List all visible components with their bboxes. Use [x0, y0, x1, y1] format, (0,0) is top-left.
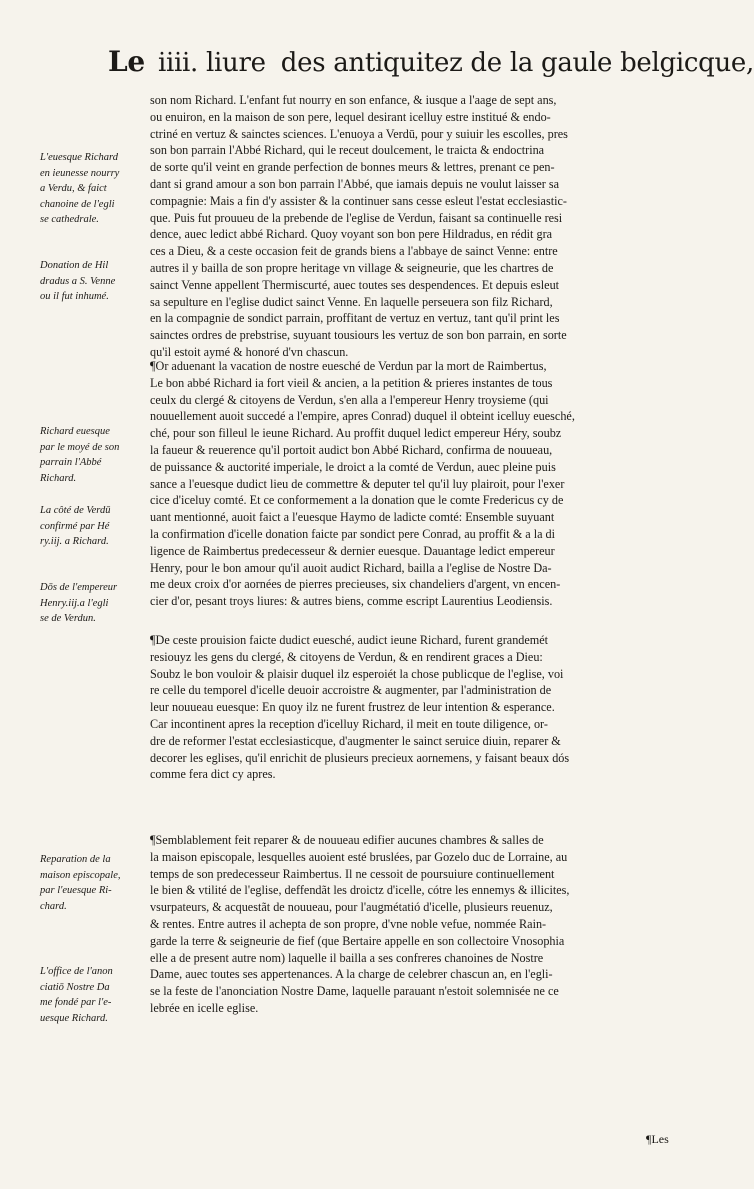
margin-note-line: Reparation de la — [40, 854, 111, 865]
text-line: se la feste de l'anonciation Nostre Dame, laquelle parauant n'estoit solemnisée ne ce — [150, 984, 559, 999]
text-line: ¶Semblablement feit reparer & de nouueau edifier aucunes chambres & salles de — [150, 833, 544, 847]
margin-note-line: La côté de Verdū — [40, 505, 111, 516]
text-line: de puissance & auctorité imperiale, le droict a la comté de Verdun, auec pleine puis — [150, 459, 556, 474]
text-line: la maison episcopale, lesquelles auoient esté bruslées, par Gozelo duc de Lorraine, au — [150, 849, 568, 864]
text-line: Le bon abbé Richard ia fort vieil & ancien, a la petition & prieres instantes de tous — [150, 375, 553, 390]
header-book-number: iiii. liure — [158, 48, 266, 78]
margin-note-line: chard. — [40, 900, 67, 912]
text-line: leur nouueau euesque: En quoy ilz ne furent frustrez de leur intention & esperance. — [150, 700, 555, 715]
margin-note — [40, 150, 144, 228]
text-line: Henry, pour le bon amour qu'il auoit audict Richard, bailla a l'eglise de Nostre Da- — [150, 560, 552, 575]
text-line: uant mentionné, auoit faict a l'euesque Haymo de ladicte comté: Ensemble suyuant — [150, 510, 555, 525]
margin-note-line: Richard. — [40, 472, 77, 484]
margin-note-line: se de Verdun. — [40, 613, 96, 624]
text-line: sance a l'euesque dudict lieu de commettre & deputer tel qu'il luy plairoit, pour l'exer — [150, 476, 565, 491]
body-paragraph — [150, 358, 678, 610]
margin-note — [40, 964, 144, 1026]
margin-note-line: confirmé par Hé — [40, 520, 110, 532]
margin-note — [40, 852, 144, 914]
margin-note-line: Donation de Hil — [40, 260, 109, 271]
margin-note — [40, 258, 144, 305]
text-line: cice d'iceluy comté. Et ce conformement a la donation que le comte Fredericus cy de — [150, 493, 564, 508]
text-line: ¶Or aduenant la vacation de nostre euesché de Verdun par la mort de Raimbertus, — [150, 359, 547, 373]
margin-note-line: ou il fut inhumé. — [40, 291, 109, 302]
header-le: Le — [108, 45, 145, 78]
margin-note-line: parrain l'Abbé — [40, 457, 102, 468]
body-paragraph — [150, 632, 678, 783]
text-line: ché, pour son filleul le ieune Richard. Au proffit duquel ledict empereur Héry, soubz — [150, 426, 562, 441]
text-line: autres il y bailla de son propre heritage vn village & seigneurie, que les chartres de — [150, 260, 554, 275]
text-line: sainct Venne appellent Thermiscurté, auec toutes ses despendences. Et depuis esleut — [150, 277, 560, 292]
text-line: son nom Richard. L'enfant fut nourry en son enfance, & iusque a l'aage de sept ans, — [150, 93, 557, 107]
header-title: des antiquitez de la gaule belgicque, — [280, 48, 754, 78]
text-line: sainctes ordres de prebstrise, suyuant tousiours les vertuz de son bon parrain, en sorte — [150, 328, 567, 343]
text-line: de sorte qu'il veint en grande perfection de bonnes meurs & lettres, prenant ce pen- — [150, 160, 555, 175]
margin-note-line: ciatiō Nostre Da — [40, 981, 110, 993]
margin-note-line: Richard euesque — [40, 426, 110, 437]
text-line: comme fera dict cy apres. — [150, 767, 276, 782]
text-line: la confirmation d'icelle donation faicte par sondict pere Conrad, au proffit & a la di — [150, 526, 556, 541]
text-line: elle a de present autre nom) laquelle il bailla a ses confreres chanoines de Nostre — [150, 950, 544, 965]
text-line: Soubz le bon vouloir & plaisir duquel ilz esperoiét la chose publicque de l'eglise, voi — [150, 666, 564, 681]
text-line: compagnie: Mais a fin d'y assister & la continuer sans cesse esleut l'estat ecclesiastic- — [150, 193, 567, 208]
text-line: resiouyz les gens du clergé, & citoyens de Verdun, & en rendirent graces a Dieu: — [150, 649, 543, 664]
margin-note-line: maison episcopale, — [40, 869, 121, 881]
text-line: ctriné en vertuz & sainctes sciences. L'enuoya a Verdū, pour y suiuir les escolles, pres — [150, 126, 568, 141]
margin-note-line: L'euesque Richard — [40, 152, 118, 163]
text-line: decorer les eglises, qu'il enrichit de plusieurs precieux aornemens, y faisant beaux dós — [150, 750, 570, 765]
text-line: dre de reformer l'estat ecclesiasticque, d'augmenter le sainct seruice diuin, reparer & — [150, 733, 561, 748]
text-line: son bon parrain l'Abbé Richard, qui le receut doulcement, le traicta & endoctrina — [150, 143, 545, 158]
margin-note-line: uesque Richard. — [40, 1012, 108, 1024]
text-line: en la compagnie de sondict parrain, proffitant de vertuz en vertuz, tant qu'il print les — [150, 311, 560, 326]
margin-note-line: chanoine de l'egli — [40, 198, 115, 210]
text-line: ¶De ceste prouision faicte dudict euesché, audict ieune Richard, furent grandemét — [150, 633, 549, 647]
margin-note — [40, 503, 144, 550]
text-line: ou enuiron, en la maison de son pere, lequel desirant icelluy estre institué & endo- — [150, 109, 551, 124]
text-line: lebrée en icelle eglise. — [150, 1000, 259, 1015]
margin-note-line: se cathedrale. — [40, 214, 99, 225]
margin-note-line: par l'euesque Ri- — [40, 885, 112, 896]
margin-note-line: dradus a S. Venne — [40, 275, 116, 287]
text-line: dant si grand amour a son bon parrain l'Abbé, que iamais depuis ne voulut laisser sa — [150, 176, 560, 191]
margin-note-line: Dōs de l'empereur — [40, 582, 118, 593]
text-line: que. Puis fut prouueu de la prebende de l'eglise de Verdun, faisant sa continuelle resi — [150, 210, 563, 225]
text-line: vsurpateurs, & acquestãt de nouueau, pour l'augmétatió d'icelle, plusieurs reuenuz, — [150, 900, 553, 915]
margin-note-line: par le moyé de son — [40, 441, 120, 453]
text-line: re celle du temporel d'icelle deuoir accroistre & augmenter, par l'administration de — [150, 683, 552, 698]
text-line: ceulx du clergé & citoyens de Verdun, s'en alla a l'empereur Henry troysieme (qui — [150, 392, 549, 407]
catchword: ¶Les — [646, 1132, 669, 1146]
running-header — [108, 40, 754, 90]
text-line: me deux croix d'or aornées de pierres precieuses, six chandeliers d'argent, vn encen- — [150, 577, 561, 592]
text-line: sa sepulture en l'eglise dudict sainct Venne. En laquelle perseuera son filz Richard, — [150, 294, 553, 309]
margin-note-line: en ieunesse nourry — [40, 167, 120, 179]
margin-note-line: me fondé par l'e- — [40, 997, 112, 1008]
text-line: nouuellement auoit succedé a l'empire, apres Conrad) duquel il obteint icelluy euesché, — [150, 409, 575, 424]
text-line: ligence de Raimbertus predecesseur & dernier euesque. Dauantage ledict empereur — [150, 543, 555, 558]
margin-note-line: ry.iij. a Richard. — [40, 536, 109, 547]
margin-note-line: L'office de l'anon — [40, 966, 113, 977]
body-paragraph — [150, 92, 678, 361]
body-paragraph — [150, 832, 678, 1017]
margin-note — [40, 580, 144, 627]
margin-note — [40, 424, 144, 486]
text-line: Dame, auec toutes ses appertenances. A la charge de celebrer chascun an, en l'egli- — [150, 967, 553, 982]
text-line: garde la terre & seigneurie de fief (que Bertaire appelle en son collectoire Vnosophia — [150, 933, 565, 948]
text-line: cier d'or, pesant troys liures: & autres biens, comme escript Laurentius Leodiensis. — [150, 594, 553, 609]
text-line: & rentes. Entre autres il achepta de son propre, d'vne noble vefue, nommée Rain- — [150, 916, 547, 931]
text-line: Car incontinent apres la reception d'icelluy Richard, il meit en toute diligence, or- — [150, 716, 548, 731]
text-line: la faueur & reuerence qu'il portoit audict bon Abbé Richard, confirma de nouueau, — [150, 442, 553, 457]
text-line: dence, auec ledict abbé Richard. Quoy voyant son bon pere Hildradus, en rédit gra — [150, 227, 553, 242]
text-line: qu'il estoit aymé & honoré d'vn chascun. — [150, 344, 349, 359]
text-line: ces a Dieu, & a ceste occasion feit de grands biens a l'abbaye de sainct Venne: entre — [150, 244, 558, 259]
text-line: temps de son predecesseur Raimbertus. Il ne cessoit de poursuiure continuellement — [150, 866, 555, 881]
margin-note-line: a Verdu, & faict — [40, 183, 107, 194]
margin-note-line: Henry.iij.a l'egli — [40, 597, 109, 609]
text-line: le bien & vtilité de l'eglise, deffendãt les droictz d'icelle, cótre les ennemys & illicites, — [150, 883, 570, 898]
